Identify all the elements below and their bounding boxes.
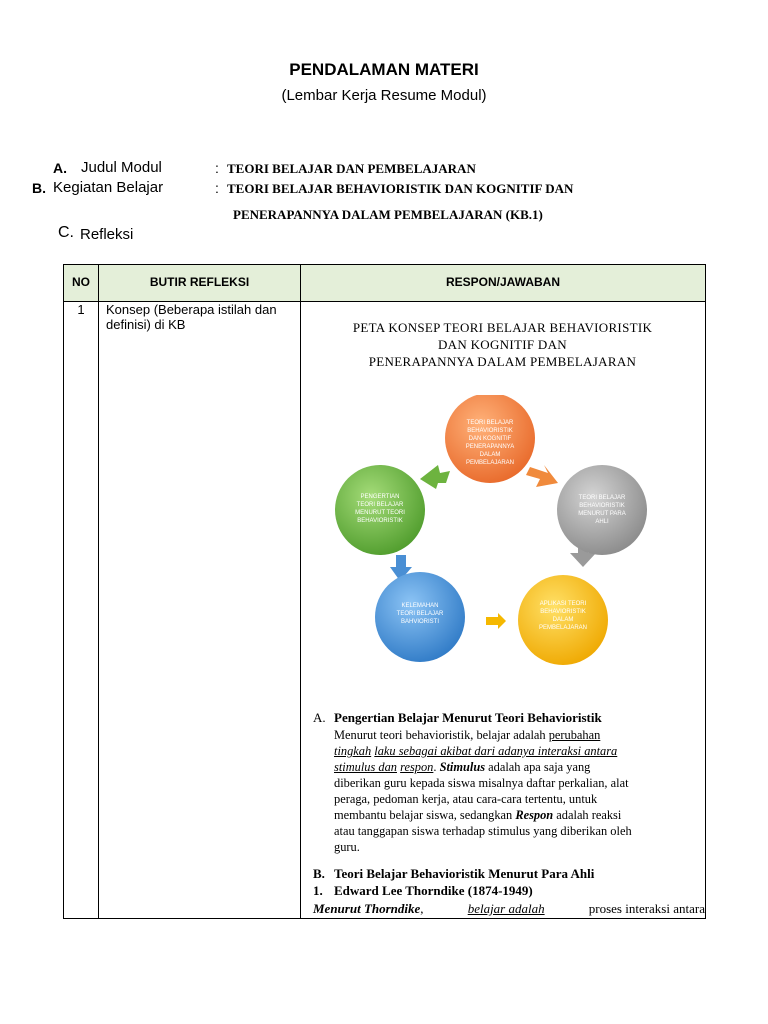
svg-text:APLIKASI TEORI: APLIKASI TEORI [539, 601, 587, 607]
svg-text:AHLI: AHLI [595, 519, 609, 525]
svg-text:DALAM: DALAM [479, 452, 501, 458]
subsection-1-heading: Edward Lee Thorndike (1874-1949) [334, 883, 533, 898]
svg-text:DAN KOGNITIF: DAN KOGNITIF [468, 436, 512, 442]
row-item: Konsep (Beberapa istilah dan definisi) di KB [106, 302, 277, 332]
row-number: 1 [77, 302, 85, 317]
svg-text:KELEMAHAN: KELEMAHAN [401, 603, 439, 609]
section-b-heading: Teori Belajar Behavioristik Menurut Para Ahli [334, 866, 595, 881]
thorndike-paragraph: Menurut Thorndike, belajar adalah proses interaksi antara [313, 901, 705, 916]
colon: : [215, 180, 219, 196]
arrow-top-left [420, 465, 450, 489]
node-aplikasi [518, 575, 608, 665]
learning-activity-label: Kegiatan Belajar [53, 179, 164, 196]
node-pengertian [335, 465, 425, 555]
svg-text:BEHAVIORISTIK: BEHAVIORISTIK [540, 609, 586, 615]
svg-text:PENERAPANNYA: PENERAPANNYA [465, 444, 515, 450]
svg-text:BEHAVIORISTIK: BEHAVIORISTIK [579, 503, 625, 509]
header-no: NO [72, 275, 90, 289]
item-c-marker: C. [58, 224, 74, 241]
node-para-ahli [557, 465, 647, 555]
arrow-top-right [526, 465, 558, 487]
svg-text:PENGERTIAN: PENGERTIAN [360, 494, 400, 500]
module-title-value: TEORI BELAJAR DAN PEMBELAJARAN [227, 161, 476, 176]
svg-text:DALAM: DALAM [552, 617, 574, 623]
svg-text:PEMBELAJARAN: PEMBELAJARAN [538, 625, 588, 631]
module-title-label: Judul Modul [81, 159, 162, 176]
section-a-heading: Pengertian Belajar Menurut Teori Behavioristik [334, 710, 602, 725]
item-b-marker: B. [32, 180, 46, 196]
concept-map-title: PETA KONSEP TEORI BELAJAR BEHAVIORISTIK DAN KOGNITIF DAN PENERAPANNYA DALAM PEMBELAJARAN [352, 320, 653, 369]
reflection-label: Refleksi [80, 226, 134, 243]
svg-text:BEHAVIORISTIK: BEHAVIORISTIK [357, 518, 403, 524]
svg-text:TEORI BELAJAR: TEORI BELAJAR [356, 502, 404, 508]
header-respon-jawaban: RESPON/JAWABAN [445, 275, 561, 289]
colon: : [215, 160, 219, 176]
section-a-body: Menurut teori behavioristik, belajar adalah perubahan tingkah laku sebagai akibat dari adanya interaksi antara stimulus dan respon. Stimulus adalah apa saja yang diberikan guru kepada siswa misalnya daftar perkalian, alat peraga, pedoman kerja, atau cara-cara tertentu, untuk membantu belajar siswa, sedangkan Respon adalah reaksi atau tanggapan siswa terhadap stimulus yang diberikan oleh guru. [334, 728, 632, 854]
section-b-marker: B. [313, 866, 325, 881]
concept-map-diagram [320, 395, 680, 665]
svg-text:BEHAVIORISTIK: BEHAVIORISTIK [467, 428, 513, 434]
svg-text:TEORI BELAJAR: TEORI BELAJAR [396, 611, 444, 617]
svg-text:MENURUT PARA: MENURUT PARA [578, 511, 626, 517]
subsection-1-marker: 1. [313, 883, 323, 898]
arrow-bottom [486, 613, 506, 629]
page-subtitle: (Lembar Kerja Resume Modul) [281, 87, 487, 104]
svg-text:PEMBELAJARAN: PEMBELAJARAN [465, 460, 515, 466]
svg-text:BAHVIORISTI: BAHVIORISTI [400, 619, 440, 625]
learning-activity-value-line2: PENERAPANNYA DALAM PEMBELAJARAN (KB.1) [233, 207, 543, 222]
svg-text:MENURUT TEORI: MENURUT TEORI [355, 510, 405, 516]
node-kelemahan [375, 572, 465, 662]
header-butir-refleksi: BUTIR REFLEKSI [149, 275, 250, 289]
learning-activity-value-line1: TEORI BELAJAR BEHAVIORISTIK DAN KOGNITIF DAN [227, 181, 574, 196]
svg-text:TEORI BELAJAR: TEORI BELAJAR [578, 495, 626, 501]
node-central [445, 395, 535, 483]
item-a-marker: A. [53, 160, 67, 176]
page-title: PENDALAMAN MATERI [289, 60, 479, 79]
section-a-marker: A. [313, 710, 326, 725]
svg-text:TEORI BELAJAR: TEORI BELAJAR [466, 420, 514, 426]
